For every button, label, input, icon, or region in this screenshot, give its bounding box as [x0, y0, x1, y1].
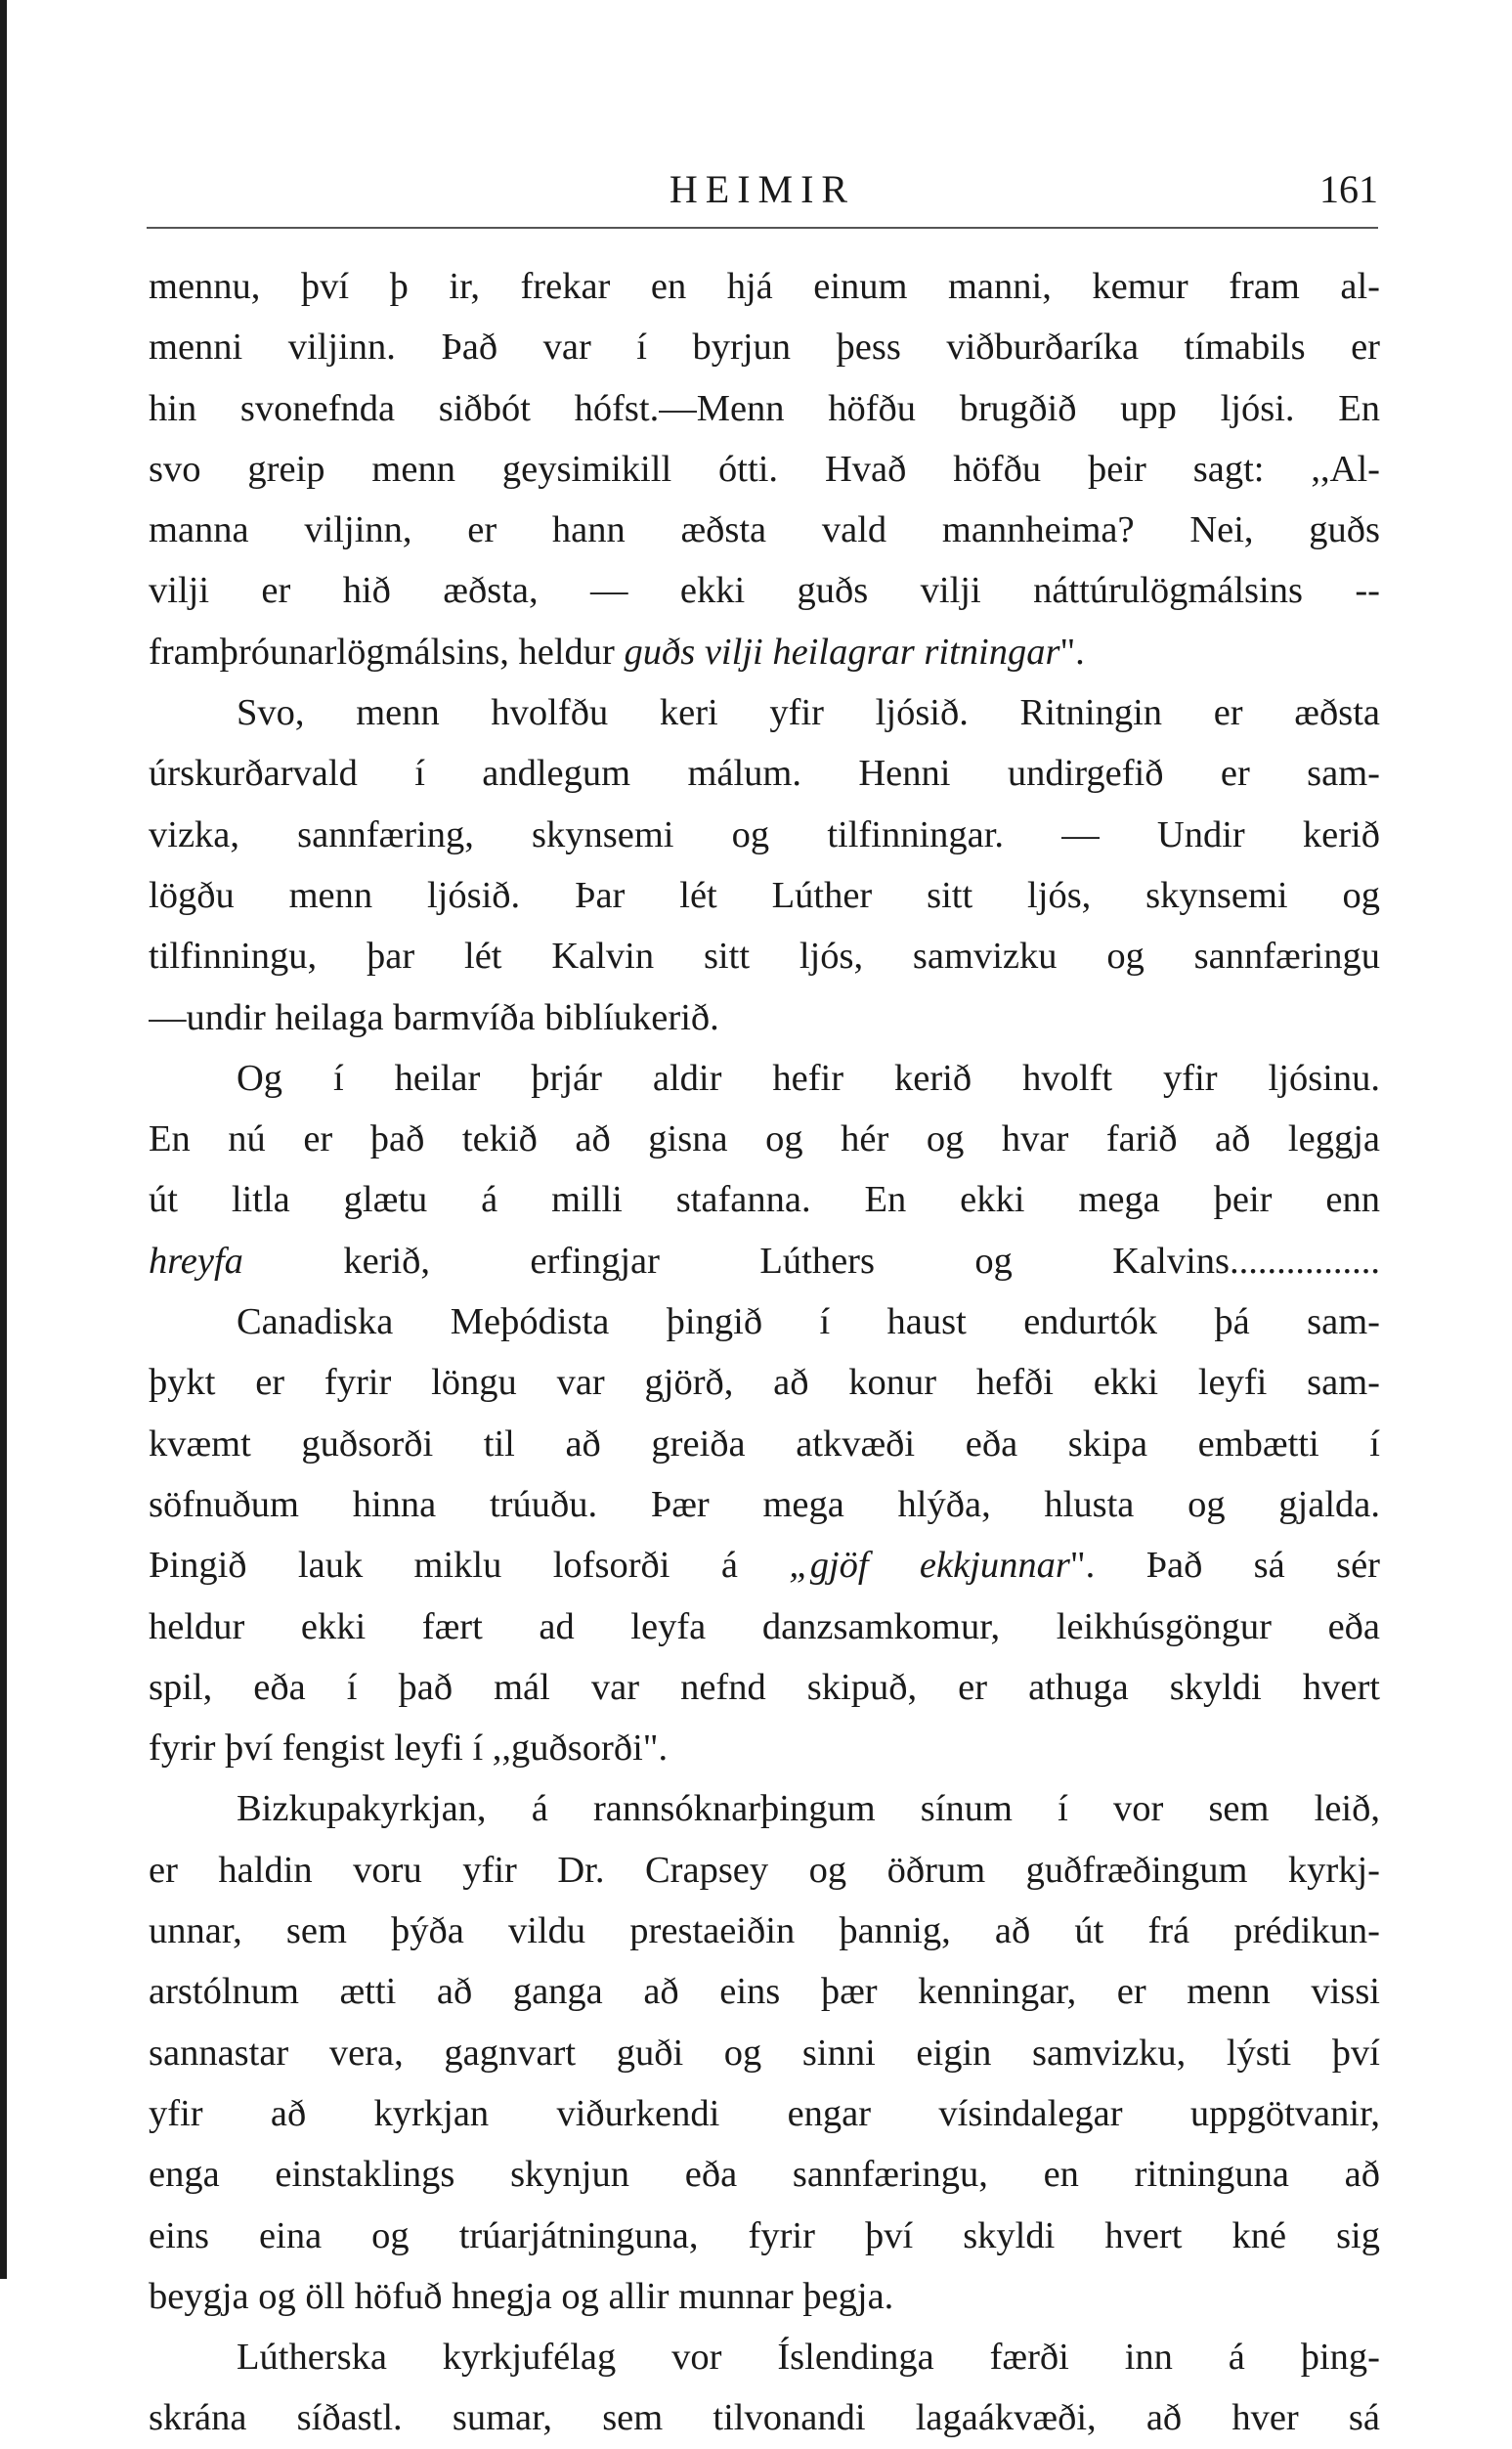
text-segment: Þingið lauk miklu lofsorði á [149, 1545, 790, 1587]
text-line [149, 682, 1380, 743]
text-segment: mennu, því þ ir, frekar en hjá einum manni, kemur fram al- [149, 266, 1380, 307]
text-segment: svo greip menn geysimikill ótti. Hvað höfðu þeir sagt: ,,Al- [149, 448, 1380, 490]
italic-text: guðs vilji heilagrar ritningar [624, 631, 1060, 673]
text-line [149, 560, 1380, 621]
text-line [149, 805, 1380, 865]
text-line [149, 378, 1380, 439]
running-head [147, 156, 1378, 225]
text-line [149, 1352, 1380, 1413]
text-segment: eins eina og trúarjátninguna, fyrir því skyldi hvert kné sig [149, 2214, 1380, 2256]
text-segment: úrskurðarvald í andlegum málum. Henni undirgefið er sam- [149, 753, 1380, 795]
text-line [149, 1718, 1380, 1778]
text-segment: Og í heilar þrjár aldir hefir kerið hvolft yfir ljósinu. [237, 1057, 1380, 1099]
text-line [149, 2266, 1380, 2327]
text-segment: vizka, sannfæring, skynsemi og tilfinningar. — Undir kerið [149, 813, 1380, 855]
text-line [149, 1901, 1380, 1961]
text-segment: tilfinningu, þar lét Kalvin sitt ljós, samvizku og sannfæringu [149, 936, 1380, 978]
text-segment: yfir að kyrkjan viðurkendi engar vísindalegar uppgötvanir, [149, 2092, 1380, 2134]
text-segment: ". [1059, 631, 1085, 673]
text-line [149, 2023, 1380, 2083]
text-line [149, 1291, 1380, 1352]
text-line [149, 865, 1380, 926]
text-segment: lögðu menn ljósið. Þar lét Lúther sitt ljós, skynsemi og [149, 874, 1380, 916]
text-line [149, 439, 1380, 500]
text-segment: ". Það sá sér [1069, 1545, 1380, 1587]
text-segment: unnar, sem þýða vildu prestaeiðin þannig, að út frá prédikun- [149, 1910, 1380, 1952]
text-segment: beygja og öll höfuð hnegja og allir munnar þegja. [149, 2275, 894, 2317]
text-line [149, 2387, 1380, 2448]
text-line [149, 622, 1380, 682]
text-segment: manna viljinn, er hann æðsta vald mannheima? Nei, guðs [149, 509, 1380, 551]
text-segment: þykt er fyrir löngu var gjörð, að konur hefði ekki leyfi sam- [149, 1362, 1380, 1404]
text-segment: Canadiska Meþódista þingið í haust endurtók þá sam- [237, 1301, 1380, 1343]
text-segment: Lútherska kyrkjufélag vor Íslendinga færði inn á þing- [237, 2337, 1380, 2379]
text-line [149, 1048, 1380, 1109]
text-line [149, 1231, 1380, 1291]
text-segment: Svo, menn hvolfðu keri yfir ljósið. Ritningin er æðsta [237, 692, 1380, 734]
text-segment: enga einstaklings skynjun eða sannfæringu, en ritninguna að [149, 2154, 1380, 2196]
header-divider [147, 227, 1378, 229]
text-segment: út litla glætu á milli stafanna. En ekki mega þeir enn [149, 1179, 1380, 1221]
text-segment: —undir heilaga barmvíða biblíukerið. [149, 996, 719, 1038]
text-line [149, 1596, 1380, 1657]
text-segment: hin svonefnda siðbót hófst.—Menn höfðu brugðið upp ljósi. En [149, 387, 1380, 429]
text-segment: vilji er hið æðsta, — ekki guðs vilji náttúrulögmálsins -- [149, 570, 1380, 612]
italic-text: „gjöf ekkjunnar [789, 1545, 1070, 1587]
text-segment: Bizkupakyrkjan, á rannsóknarþingum sínum í vor sem leið, [237, 1788, 1380, 1830]
text-line [149, 1840, 1380, 1901]
text-line [149, 743, 1380, 804]
page-number: 161 [1319, 167, 1378, 211]
text-segment: En nú er það tekið að gisna og hér og hvar farið að leggja [149, 1118, 1380, 1160]
text-line [149, 256, 1380, 317]
text-segment: kerið, erfingjar Lúthers og Kalvins................ [242, 1240, 1380, 1282]
text-segment: arstólnum ætti að ganga að eins þær kenningar, er menn vissi [149, 1971, 1380, 2013]
text-line [149, 2206, 1380, 2266]
text-line [149, 1169, 1380, 1230]
text-segment: skrána síðastl. sumar, sem tilvonandi lagaákvæði, að hver sá [149, 2397, 1380, 2439]
text-segment: kvæmt guðsorði til að greiða atkvæði eða skipa embætti í [149, 1422, 1380, 1465]
text-line [149, 317, 1380, 377]
italic-text: hreyfa [149, 1240, 243, 1282]
text-segment: heldur ekki fært ad leyfa danzsamkomur, leikhúsgöngur eða [149, 1605, 1380, 1647]
page-edge-rule [0, 0, 7, 2279]
text-segment: framþróunarlögmálsins, heldur [149, 631, 625, 673]
text-line [149, 926, 1380, 986]
text-segment: spil, eða í það mál var nefnd skipuð, er athuga skyldi hvert [149, 1666, 1380, 1708]
text-segment: er haldin voru yfir Dr. Crapsey og öðrum guðfræðingum kyrkj- [149, 1849, 1380, 1891]
text-segment: menni viljinn. Það var í byrjun þess viðburðaríka tímabils er [149, 327, 1380, 369]
text-line [149, 2144, 1380, 2205]
text-line [149, 1109, 1380, 1169]
text-line [149, 1535, 1380, 1596]
text-line [149, 987, 1380, 1048]
text-line [149, 1961, 1380, 2022]
text-line [149, 500, 1380, 560]
text-segment: sannastar vera, gagnvart guði og sinni eigin samvizku, lýsti því [149, 2032, 1380, 2074]
text-line [149, 1414, 1380, 1474]
text-line [149, 1778, 1380, 1839]
text-line [149, 2327, 1380, 2387]
text-segment: fyrir því fengist leyfi í ,,guðsorði". [149, 1727, 669, 1770]
text-segment: söfnuðum hinna trúuðu. Þær mega hlýða, hlusta og gjalda. [149, 1483, 1380, 1525]
body-text [149, 256, 1380, 2449]
text-line [149, 1474, 1380, 1535]
text-line [149, 1657, 1380, 1718]
page-header-title: HEIMIR [669, 167, 856, 211]
text-line [149, 2083, 1380, 2144]
